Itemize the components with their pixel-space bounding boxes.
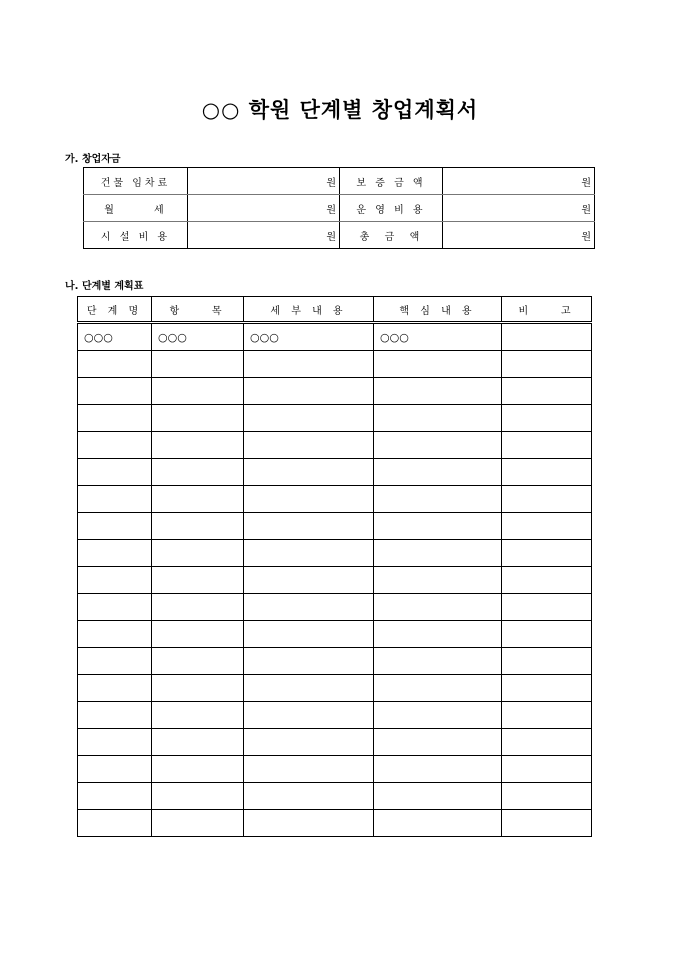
plan-cell[interactable] — [502, 810, 592, 837]
plan-cell[interactable] — [152, 540, 244, 567]
plan-cell[interactable] — [78, 486, 152, 513]
plan-cell[interactable] — [152, 729, 244, 756]
plan-cell[interactable] — [502, 351, 592, 378]
plan-cell[interactable] — [244, 675, 374, 702]
plan-cell[interactable] — [502, 594, 592, 621]
plan-cell[interactable]: ○○○ — [78, 323, 152, 351]
plan-row — [78, 405, 592, 432]
plan-row — [78, 459, 592, 486]
plan-cell[interactable] — [374, 648, 502, 675]
plan-row — [78, 351, 592, 378]
plan-row — [78, 486, 592, 513]
funds-value-cell[interactable]: 원 — [188, 222, 340, 249]
plan-cell[interactable] — [374, 729, 502, 756]
plan-cell[interactable] — [502, 405, 592, 432]
plan-cell[interactable] — [374, 486, 502, 513]
plan-cell[interactable] — [152, 405, 244, 432]
plan-cell[interactable] — [374, 702, 502, 729]
plan-cell[interactable] — [78, 567, 152, 594]
plan-cell[interactable] — [78, 378, 152, 405]
funds-value-cell[interactable]: 원 — [443, 222, 595, 249]
plan-cell[interactable] — [502, 486, 592, 513]
plan-header-item: 항 목 — [152, 297, 244, 323]
funds-label: 운 영 비 용 — [340, 195, 443, 222]
plan-cell[interactable] — [244, 378, 374, 405]
plan-header-detail: 세 부 내 용 — [244, 297, 374, 323]
plan-cell[interactable] — [152, 486, 244, 513]
plan-cell[interactable] — [374, 405, 502, 432]
plan-cell[interactable] — [374, 621, 502, 648]
funds-row — [84, 168, 595, 195]
plan-cell[interactable] — [502, 648, 592, 675]
plan-cell[interactable] — [244, 513, 374, 540]
plan-cell[interactable] — [502, 459, 592, 486]
plan-cell[interactable] — [78, 756, 152, 783]
plan-cell[interactable] — [374, 810, 502, 837]
plan-row — [78, 702, 592, 729]
plan-header-row — [78, 297, 592, 323]
funds-row — [84, 222, 595, 249]
plan-cell[interactable] — [152, 756, 244, 783]
plan-cell[interactable] — [502, 513, 592, 540]
funds-value-cell[interactable]: 원 — [443, 195, 595, 222]
plan-cell[interactable] — [244, 783, 374, 810]
plan-cell[interactable] — [502, 756, 592, 783]
plan-cell[interactable] — [78, 513, 152, 540]
plan-cell[interactable] — [374, 432, 502, 459]
plan-cell[interactable] — [502, 729, 592, 756]
plan-cell[interactable] — [244, 351, 374, 378]
plan-row — [78, 540, 592, 567]
plan-cell[interactable] — [244, 567, 374, 594]
plan-cell[interactable] — [244, 594, 374, 621]
plan-cell[interactable] — [244, 756, 374, 783]
plan-cell[interactable] — [152, 594, 244, 621]
plan-table — [77, 296, 592, 837]
plan-row — [78, 594, 592, 621]
funds-value-cell[interactable]: 원 — [188, 168, 340, 195]
funds-label: 시 설 비 용 — [100, 231, 171, 243]
plan-row — [78, 783, 592, 810]
plan-cell[interactable] — [78, 405, 152, 432]
plan-row — [78, 756, 592, 783]
plan-cell[interactable]: ○○○ — [374, 323, 502, 351]
plan-cell[interactable] — [244, 729, 374, 756]
plan-cell[interactable] — [152, 351, 244, 378]
plan-cell[interactable] — [152, 459, 244, 486]
plan-cell[interactable] — [374, 594, 502, 621]
plan-cell[interactable] — [502, 567, 592, 594]
plan-cell[interactable] — [78, 675, 152, 702]
plan-cell[interactable] — [502, 432, 592, 459]
plan-cell[interactable] — [502, 323, 592, 351]
plan-cell[interactable] — [78, 702, 152, 729]
funds-label: 보 증 금 액 — [340, 168, 443, 195]
plan-cell[interactable] — [152, 567, 244, 594]
plan-cell[interactable] — [152, 648, 244, 675]
plan-cell[interactable] — [152, 378, 244, 405]
section-heading-funds: 가. 창업자금 — [65, 154, 121, 165]
plan-row — [78, 432, 592, 459]
plan-cell[interactable] — [78, 459, 152, 486]
plan-cell[interactable] — [374, 459, 502, 486]
plan-cell[interactable] — [244, 810, 374, 837]
plan-cell[interactable] — [244, 648, 374, 675]
funds-value-cell[interactable]: 원 — [188, 195, 340, 222]
plan-cell[interactable] — [78, 351, 152, 378]
plan-row — [78, 567, 592, 594]
plan-cell[interactable] — [244, 702, 374, 729]
plan-cell[interactable] — [244, 621, 374, 648]
plan-cell[interactable] — [152, 432, 244, 459]
plan-cell[interactable] — [502, 675, 592, 702]
plan-header-stage: 단 계 명 — [78, 297, 152, 323]
plan-cell[interactable] — [244, 459, 374, 486]
plan-cell[interactable] — [374, 540, 502, 567]
plan-row — [78, 729, 592, 756]
plan-cell[interactable] — [78, 432, 152, 459]
plan-cell[interactable] — [152, 513, 244, 540]
plan-cell[interactable] — [78, 621, 152, 648]
plan-row — [78, 648, 592, 675]
plan-header-note: 비 고 — [502, 297, 592, 323]
plan-cell[interactable] — [152, 621, 244, 648]
plan-cell[interactable] — [152, 702, 244, 729]
plan-cell[interactable] — [374, 513, 502, 540]
plan-row — [78, 810, 592, 837]
plan-row — [78, 323, 592, 351]
plan-header-core: 핵 심 내 용 — [374, 297, 502, 323]
plan-cell[interactable] — [244, 405, 374, 432]
plan-cell[interactable] — [502, 621, 592, 648]
plan-cell[interactable] — [78, 810, 152, 837]
plan-cell[interactable] — [78, 783, 152, 810]
plan-cell[interactable] — [374, 351, 502, 378]
funds-row — [84, 195, 595, 222]
plan-cell[interactable] — [152, 783, 244, 810]
plan-row — [78, 513, 592, 540]
plan-cell[interactable] — [502, 702, 592, 729]
plan-cell[interactable] — [152, 810, 244, 837]
plan-row — [78, 378, 592, 405]
plan-row — [78, 621, 592, 648]
plan-cell[interactable] — [244, 432, 374, 459]
plan-cell[interactable] — [152, 675, 244, 702]
plan-cell[interactable] — [502, 378, 592, 405]
plan-cell[interactable] — [374, 567, 502, 594]
plan-cell[interactable] — [374, 675, 502, 702]
page-title: ○○ 학원 단계별 창업계획서 — [201, 98, 479, 122]
plan-cell[interactable]: ○○○ — [152, 323, 244, 351]
plan-cell[interactable] — [78, 540, 152, 567]
funds-label: 건물 임차료 — [84, 168, 188, 195]
section-heading-plan: 나. 단계별 계획표 — [65, 281, 144, 292]
plan-cell[interactable] — [78, 594, 152, 621]
plan-cell[interactable] — [502, 540, 592, 567]
plan-cell[interactable] — [374, 783, 502, 810]
plan-cell[interactable] — [502, 783, 592, 810]
plan-cell[interactable]: ○○○ — [244, 323, 374, 351]
plan-cell[interactable] — [374, 756, 502, 783]
plan-cell[interactable] — [78, 729, 152, 756]
funds-label: 월 세 — [84, 195, 188, 222]
funds-value-cell[interactable]: 원 — [443, 168, 595, 195]
plan-cell[interactable] — [374, 378, 502, 405]
plan-row — [78, 675, 592, 702]
funds-table — [83, 167, 595, 249]
plan-cell[interactable] — [244, 486, 374, 513]
plan-cell[interactable] — [78, 648, 152, 675]
funds-label: 총 금 액 — [340, 222, 443, 249]
plan-cell[interactable] — [244, 540, 374, 567]
